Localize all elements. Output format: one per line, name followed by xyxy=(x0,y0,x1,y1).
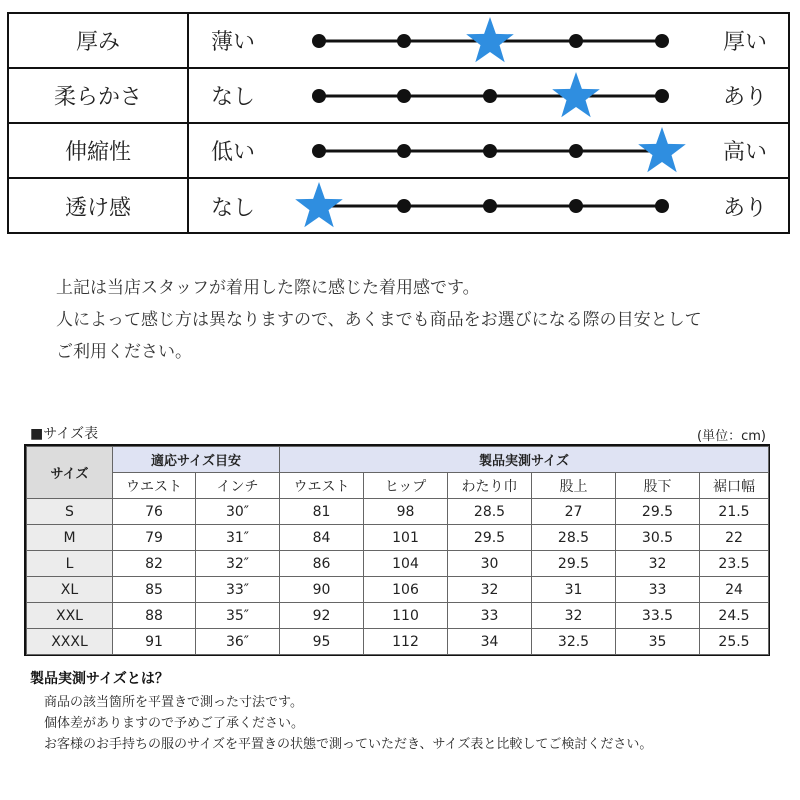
table-cell: 106 xyxy=(364,577,448,603)
scale-dot xyxy=(569,199,583,213)
table-cell: 101 xyxy=(364,525,448,551)
footer-notes xyxy=(44,692,652,755)
table-cell: 85 xyxy=(113,577,196,603)
fit-group-header: 適応サイズ目安 xyxy=(113,447,280,473)
table-cell: 32.5 xyxy=(532,629,616,655)
rating-max-label: 厚い xyxy=(723,30,768,55)
table-cell: 76 xyxy=(113,499,196,525)
rating-min-label: 薄い xyxy=(211,30,256,55)
scale-dot xyxy=(483,144,497,158)
rating-row-sheerness xyxy=(9,179,788,234)
rating-label: 伸縮性 xyxy=(9,124,189,177)
rating-row-thickness xyxy=(9,14,788,69)
rating-star-marker xyxy=(466,17,514,62)
table-cell: 32 xyxy=(616,551,700,577)
rating-star-marker xyxy=(638,127,686,172)
table-cell: 32″ xyxy=(196,551,280,577)
table-row xyxy=(27,629,769,655)
scale-dot xyxy=(397,89,411,103)
table-cell: 32 xyxy=(448,577,532,603)
table-cell: 92 xyxy=(280,603,364,629)
table-cell: 29.5 xyxy=(448,525,532,551)
size-label-cell: XL xyxy=(27,577,113,603)
size-table-title: ■サイズ表 xyxy=(30,426,99,442)
feel-rating-table xyxy=(7,12,790,234)
scale-dot xyxy=(569,34,583,48)
table-cell: 98 xyxy=(364,499,448,525)
rating-star-marker xyxy=(552,72,600,117)
rating-label: 透け感 xyxy=(9,179,189,234)
column-header: 股下 xyxy=(616,473,700,499)
scale-dot xyxy=(483,199,497,213)
table-cell: 110 xyxy=(364,603,448,629)
size-table xyxy=(24,444,770,656)
table-cell: 24.5 xyxy=(700,603,769,629)
column-header: ヒップ xyxy=(364,473,448,499)
size-label-cell: XXXL xyxy=(27,629,113,655)
table-cell: 29.5 xyxy=(616,499,700,525)
rating-scale xyxy=(9,124,788,179)
rating-scale xyxy=(9,69,788,124)
size-table-grid xyxy=(26,446,769,655)
rating-max-label: あり xyxy=(723,196,768,221)
table-cell: 22 xyxy=(700,525,769,551)
table-cell: 82 xyxy=(113,551,196,577)
size-label-cell: M xyxy=(27,525,113,551)
table-cell: 29.5 xyxy=(532,551,616,577)
rating-max-label: あり xyxy=(723,85,768,110)
table-cell: 88 xyxy=(113,603,196,629)
scale-dot xyxy=(312,144,326,158)
column-header: インチ xyxy=(196,473,280,499)
column-header: 裾口幅 xyxy=(700,473,769,499)
size-label-cell: L xyxy=(27,551,113,577)
column-header: わたり巾 xyxy=(448,473,532,499)
table-cell: 84 xyxy=(280,525,364,551)
table-cell: 33.5 xyxy=(616,603,700,629)
rating-label: 柔らかさ xyxy=(9,69,189,122)
table-cell: 112 xyxy=(364,629,448,655)
table-cell: 33 xyxy=(616,577,700,603)
table-row xyxy=(27,499,769,525)
table-row xyxy=(27,551,769,577)
table-cell: 31 xyxy=(532,577,616,603)
rating-scale xyxy=(9,14,788,69)
scale-dot xyxy=(397,34,411,48)
table-cell: 27 xyxy=(532,499,616,525)
rating-label: 厚み xyxy=(9,14,189,67)
table-row xyxy=(27,525,769,551)
table-row xyxy=(27,577,769,603)
size-label-cell: XXL xyxy=(27,603,113,629)
fit-note xyxy=(56,272,776,368)
table-row xyxy=(27,603,769,629)
footer-title: 製品実測サイズとは？ xyxy=(30,671,169,687)
rating-row-softness xyxy=(9,69,788,124)
rating-min-label: 低い xyxy=(211,140,256,165)
column-header: 股上 xyxy=(532,473,616,499)
table-cell: 24 xyxy=(700,577,769,603)
scale-dot xyxy=(655,34,669,48)
rating-min-label: なし xyxy=(211,85,256,110)
size-table-unit: (単位：cm) xyxy=(697,429,766,444)
footer-line: 個体差がありますので予めご了承ください。 xyxy=(44,716,305,731)
rating-max-label: 高い xyxy=(723,140,768,165)
table-cell: 104 xyxy=(364,551,448,577)
scale-dot xyxy=(397,199,411,213)
table-cell: 28.5 xyxy=(532,525,616,551)
table-cell: 33″ xyxy=(196,577,280,603)
table-cell: 91 xyxy=(113,629,196,655)
table-cell: 86 xyxy=(280,551,364,577)
rating-scale xyxy=(9,179,788,234)
rating-star-marker xyxy=(295,182,343,227)
scale-dot xyxy=(655,89,669,103)
note-line: ご利用ください。 xyxy=(56,342,192,362)
table-cell: 35″ xyxy=(196,603,280,629)
table-cell: 35 xyxy=(616,629,700,655)
table-cell: 28.5 xyxy=(448,499,532,525)
table-cell: 25.5 xyxy=(700,629,769,655)
size-column-header: サイズ xyxy=(27,447,113,499)
scale-dot xyxy=(312,34,326,48)
table-cell: 33 xyxy=(448,603,532,629)
scale-dot xyxy=(655,199,669,213)
column-header: ウエスト xyxy=(113,473,196,499)
table-cell: 32 xyxy=(532,603,616,629)
table-cell: 90 xyxy=(280,577,364,603)
note-line: 人によって感じ方は異なりますので、あくまでも商品をお選びになる際の目安として xyxy=(56,310,702,330)
rating-row-stretch xyxy=(9,124,788,179)
table-cell: 36″ xyxy=(196,629,280,655)
rating-min-label: なし xyxy=(211,196,256,221)
column-header: ウエスト xyxy=(280,473,364,499)
actual-group-header: 製品実測サイズ xyxy=(280,447,769,473)
table-cell: 30.5 xyxy=(616,525,700,551)
table-cell: 34 xyxy=(448,629,532,655)
table-cell: 31″ xyxy=(196,525,280,551)
table-cell: 30 xyxy=(448,551,532,577)
scale-dot xyxy=(312,89,326,103)
note-line: 上記は当店スタッフが着用した際に感じた着用感です。 xyxy=(56,278,480,298)
table-cell: 23.5 xyxy=(700,551,769,577)
scale-dot xyxy=(397,144,411,158)
footer-line: お客様のお手持ちの服のサイズを平置きの状態で測っていただき、サイズ表と比較してご検討ください。 xyxy=(44,737,653,752)
table-cell: 79 xyxy=(113,525,196,551)
scale-dot xyxy=(483,89,497,103)
table-cell: 30″ xyxy=(196,499,280,525)
table-cell: 21.5 xyxy=(700,499,769,525)
size-label-cell: S xyxy=(27,499,113,525)
scale-dot xyxy=(569,144,583,158)
footer-line: 商品の該当箇所を平置きで測った寸法です。 xyxy=(44,695,303,710)
table-cell: 95 xyxy=(280,629,364,655)
table-cell: 81 xyxy=(280,499,364,525)
